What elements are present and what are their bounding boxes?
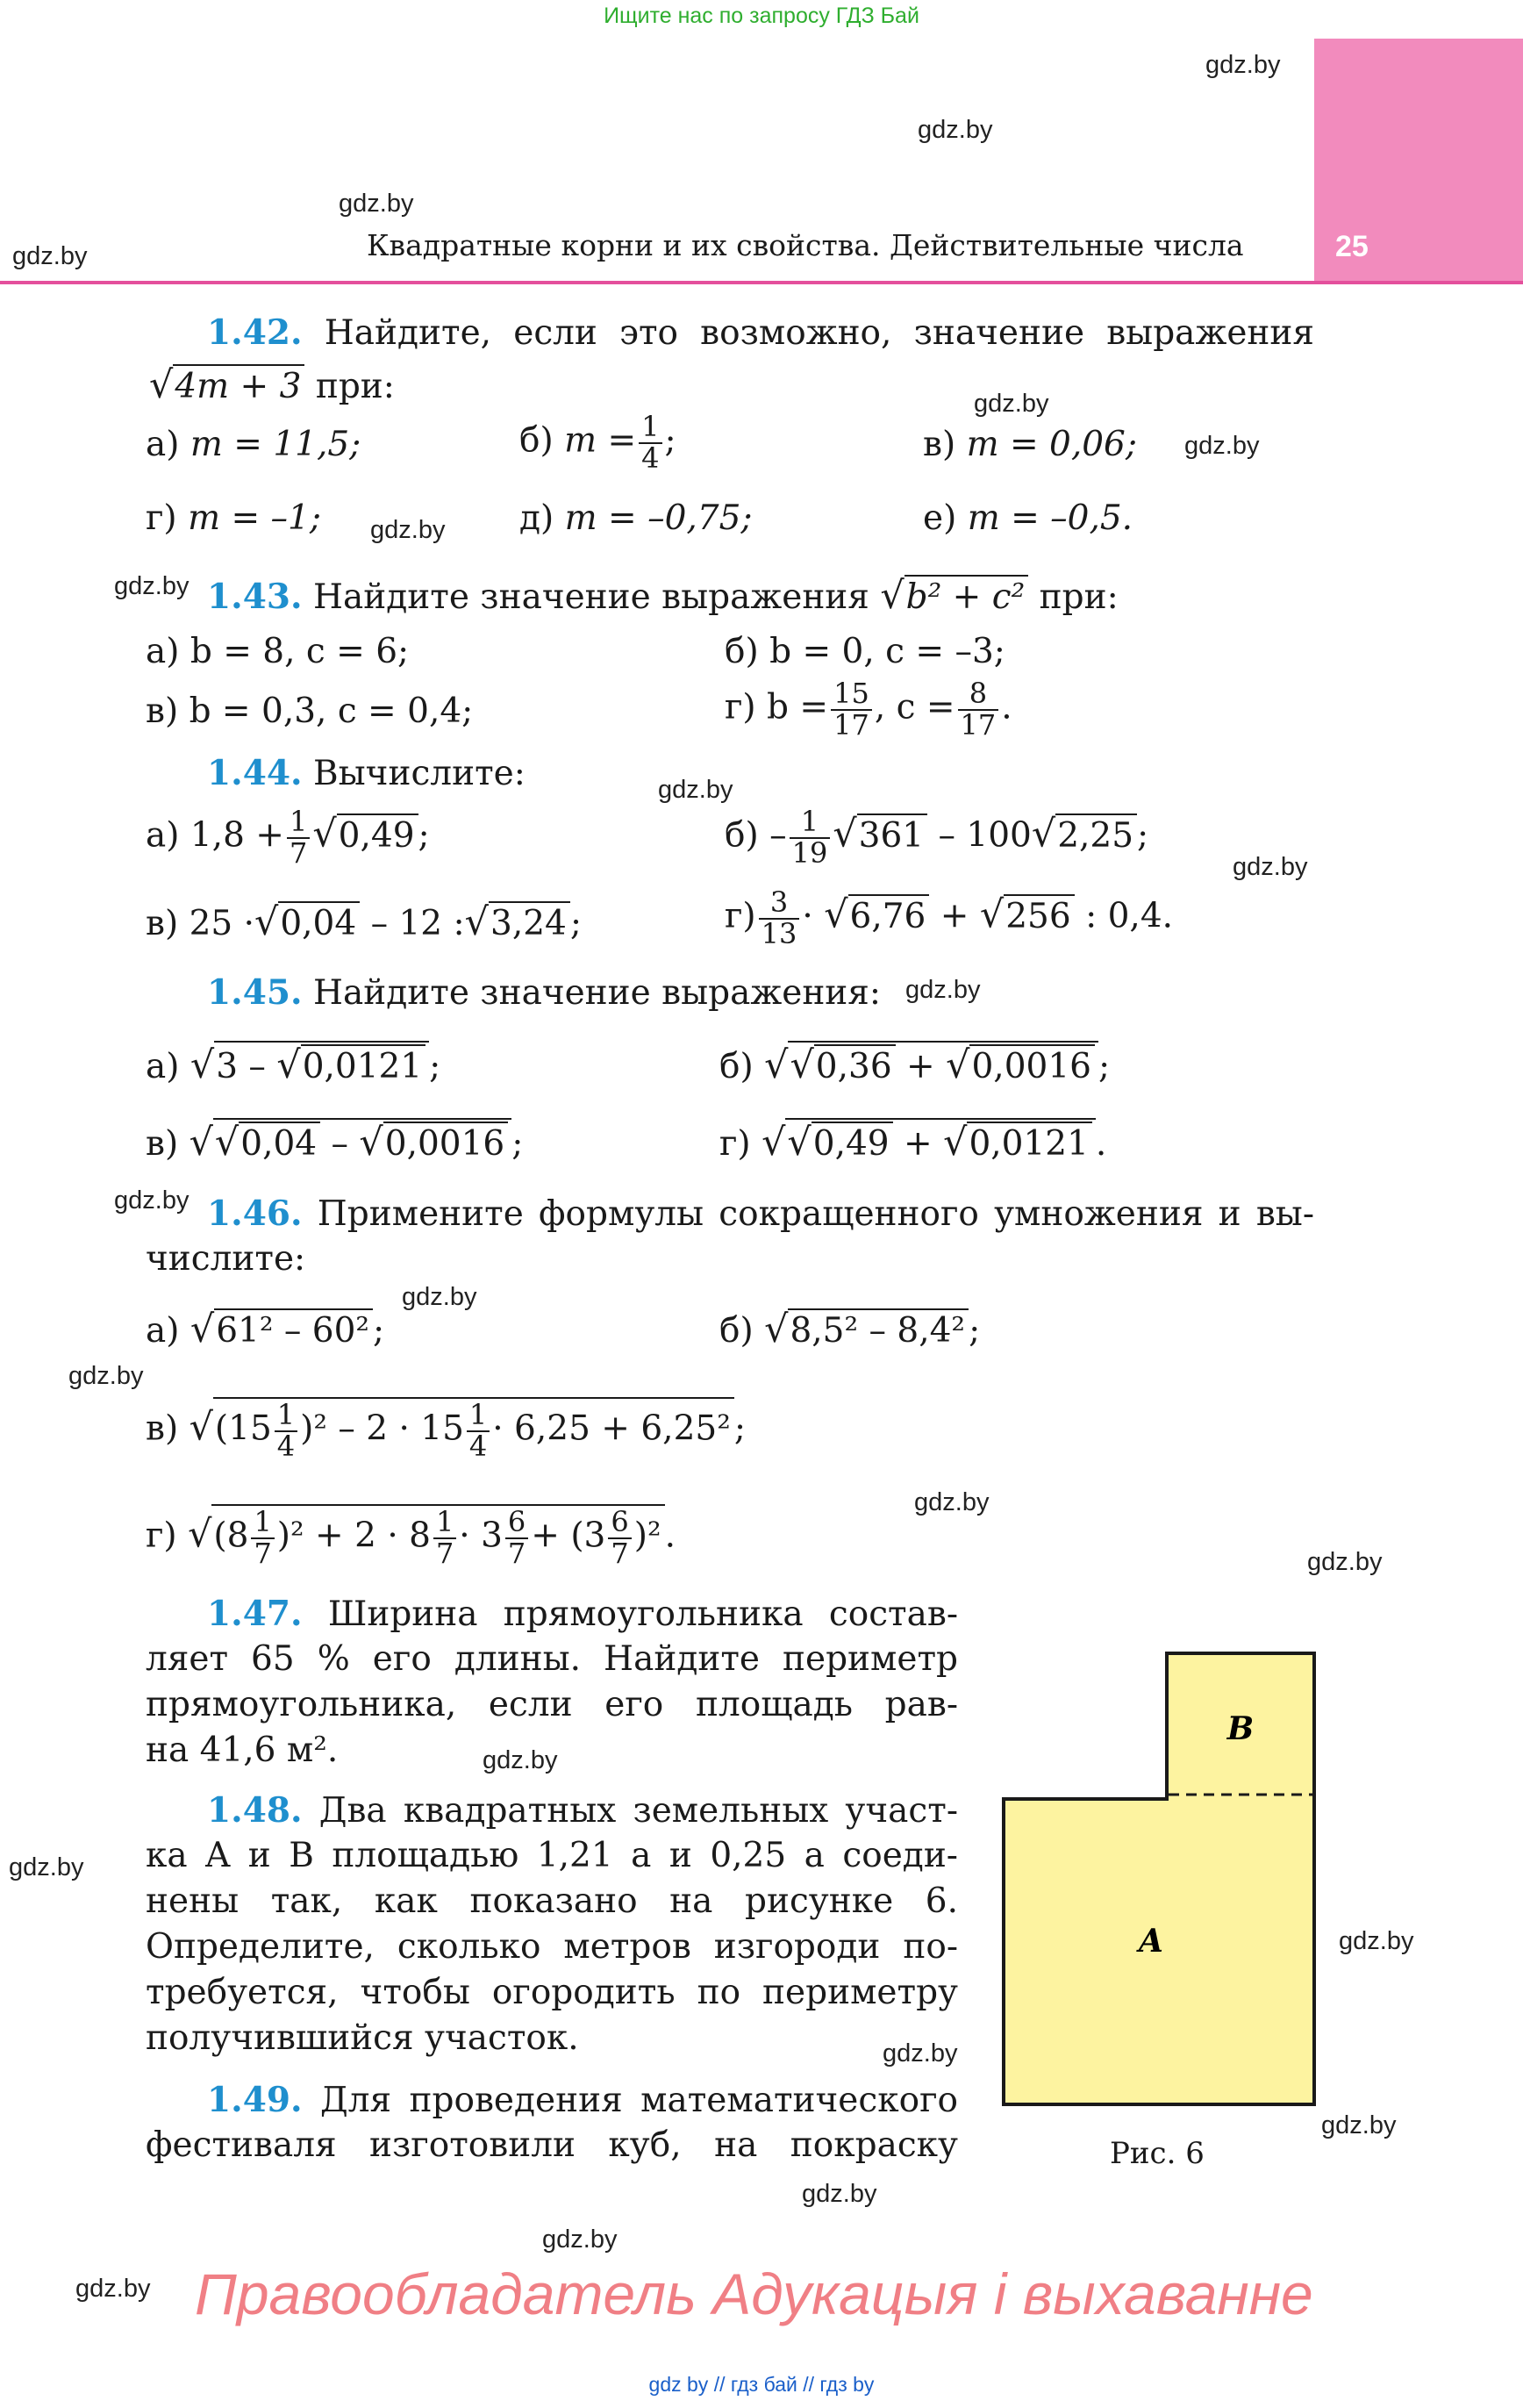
- problem-1-42-line1: 1.42. Найдите, если это возможно, значение выражения: [207, 312, 1314, 353]
- problem-number: 1.42.: [207, 312, 303, 353]
- figure-caption: Рис. 6: [1110, 2136, 1205, 2171]
- problem-1-42-f: е) m = –0,5.: [923, 498, 1133, 538]
- problem-1-44-a: а) 1,8 + $\frac{1}{7}$ √0,49 ;: [146, 805, 430, 870]
- problem-1-46-line1: 1.46. Примените формулы сокращенного умножения и вы-: [207, 1193, 1314, 1234]
- watermark: gdz.by: [1233, 853, 1308, 881]
- problem-1-46-line2: числите:: [146, 1239, 306, 1279]
- watermark: gdz.by: [339, 190, 414, 218]
- watermark: gdz.by: [1205, 51, 1281, 79]
- problem-1-43-line1: 1.43. Найдите значение выражения √b² + c² при:: [207, 574, 1119, 618]
- watermark: gdz.by: [918, 116, 993, 144]
- plot-outline: [1004, 1653, 1314, 2104]
- problem-1-48-line1: 1.48. Два квадратных земельных участ-: [207, 1790, 959, 1831]
- watermark: gdz.by: [75, 2275, 151, 2303]
- watermark: gdz.by: [12, 242, 88, 270]
- watermark: gdz.by: [883, 2039, 958, 2068]
- problem-1-47-line1: 1.47. Ширина прямоугольника состав-: [207, 1594, 958, 1634]
- watermark: gdz.by: [802, 2180, 877, 2208]
- problem-1-42-a: а) m = 11,5;: [146, 425, 361, 464]
- problem-1-43-b: б) b = 0, c = –3;: [725, 632, 1005, 671]
- problem-1-43-a: а) b = 8, c = 6;: [146, 632, 410, 671]
- problem-1-45-b: б) √√0,36 + √0,0016 ;: [719, 1041, 1110, 1088]
- watermark: gdz.by: [905, 976, 981, 1004]
- problem-1-49-line1: 1.49. Для проведения математического: [207, 2080, 958, 2120]
- problem-1-44-b: б) – $\frac{1}{19}$ √361 – 100√2,25 ;: [725, 805, 1149, 870]
- page-number: 25: [1335, 230, 1369, 263]
- bottom-links[interactable]: gdz by // гдз бай // гдз by: [648, 2373, 875, 2396]
- watermark: gdz.by: [1339, 1927, 1414, 1955]
- watermark: gdz.by: [370, 516, 446, 544]
- problem-1-42-e: д) m = –0,75;: [519, 498, 753, 538]
- watermark: gdz.by: [1321, 2111, 1397, 2139]
- problem-1-48-line4: Определите, сколько метров изгороди по-: [146, 1927, 958, 1967]
- figure-6-plot-diagram: [1000, 1650, 1334, 2124]
- problem-1-47-line4: на 41,6 м².: [146, 1731, 339, 1770]
- problem-1-46-c: в) √(15 $\frac{1}{4}$ )² – 2 · 15 $\frac{1}{4}$ · 6,25 + 6,25² ;: [146, 1398, 746, 1463]
- problem-1-49-line2: фестиваля изготовили куб, на покраску: [146, 2125, 958, 2165]
- problem-1-47-line2: ляет 65 % его длины. Найдите периметр: [146, 1639, 958, 1679]
- problem-1-48-line2: ка A и B площадью 1,21 а и 0,25 а соеди-: [146, 1836, 958, 1875]
- problem-1-44-line1: 1.44. Вычислите:: [207, 753, 526, 793]
- problem-1-43-d: г) b = $\frac{15}{17}$ , c = $\frac{8}{17}$ .: [725, 677, 1012, 742]
- problem-1-42-d: г) m = –1;: [146, 498, 321, 538]
- problem-1-48-line6: получившийся участок.: [146, 2018, 579, 2058]
- watermark: gdz.by: [1307, 1548, 1383, 1576]
- watermark: gdz.by: [114, 1186, 189, 1215]
- problem-1-42-c: в) m = 0,06;: [923, 425, 1138, 464]
- watermark: gdz.by: [542, 2225, 618, 2254]
- header-rule: [0, 281, 1523, 284]
- copyright-footer: Правообладатель Адукацыя і выхаванне: [195, 2261, 1313, 2326]
- watermark: gdz.by: [1184, 432, 1260, 460]
- watermark: gdz.by: [114, 572, 189, 600]
- problem-1-42-line2: √4m + 3 при:: [149, 363, 395, 407]
- problem-1-45-c: в) √√0,04 – √0,0016 ;: [146, 1118, 523, 1165]
- plot-label-a: A: [1139, 1923, 1163, 1960]
- problem-1-44-d: г) $\frac{3}{13}$ · √6,76 + √256 : 0,4.: [725, 885, 1174, 950]
- running-header-title: Квадратные корни и их свойства. Действительные числа: [367, 228, 1244, 262]
- problem-1-48-line5: требуется, чтобы огородить по периметру: [146, 1973, 958, 2012]
- problem-1-45-a: а) √3 – √0,0121 ;: [146, 1041, 440, 1088]
- problem-1-48-line3: нены так, как показано на рисунке 6.: [146, 1881, 958, 1921]
- watermark: gdz.by: [914, 1488, 990, 1516]
- problem-1-45-d: г) √√0,49 + √0,0121 .: [719, 1118, 1106, 1165]
- watermark: gdz.by: [483, 1746, 558, 1774]
- watermark: gdz.by: [974, 390, 1049, 418]
- problem-1-43-c: в) b = 0,3, c = 0,4;: [146, 692, 474, 731]
- problem-1-42-b: б) m = $\frac{1}{4}$ ;: [519, 410, 676, 475]
- problem-1-46-b: б) √8,5² – 8,4² ;: [719, 1308, 981, 1351]
- watermark: gdz.by: [68, 1362, 144, 1390]
- top-search-note: Ищите нас по запросу ГДЗ Бай: [604, 4, 919, 28]
- problem-1-44-c: в) 25 ·√0,04 – 12 :√3,24 ;: [146, 900, 582, 944]
- problem-1-47-line3: прямоугольника, если его площадь рав-: [146, 1685, 958, 1724]
- problem-1-46-a: а) √61² – 60² ;: [146, 1308, 385, 1351]
- problem-1-45-line1: 1.45. Найдите значение выражения:: [207, 972, 882, 1013]
- plot-label-b: B: [1226, 1710, 1255, 1747]
- watermark: gdz.by: [9, 1853, 84, 1881]
- watermark: gdz.by: [658, 776, 733, 804]
- problem-1-46-d: г) √(8 $\frac{1}{7}$ )² + 2 · 8 $\frac{1}{7}$ · 3 $\frac{6}{7}$ + (3 $\frac{6}{7}$ )² .: [146, 1505, 676, 1570]
- watermark: gdz.by: [402, 1283, 477, 1311]
